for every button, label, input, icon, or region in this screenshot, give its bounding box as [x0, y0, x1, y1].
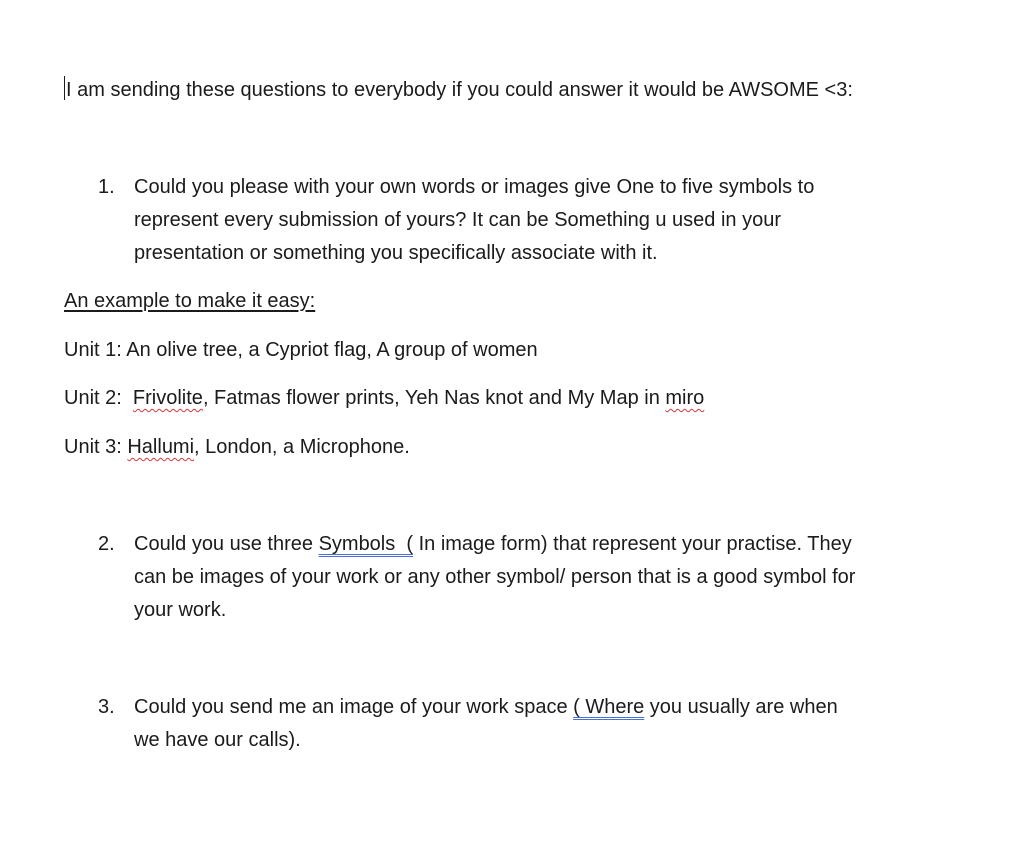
question-1-number: 1.: [98, 176, 115, 198]
unit-2-line: [64, 382, 704, 415]
question-3: [64, 691, 964, 757]
spelling-flag-miro[interactable]: miro: [665, 387, 705, 409]
question-3-line-1: [134, 691, 964, 724]
question-2-line-3: your work.: [134, 599, 227, 621]
question-3-line-2: we have our calls).: [134, 729, 301, 751]
question-3-number: 3.: [98, 696, 115, 718]
question-2-line-1-start: Could you use three: [134, 533, 319, 555]
unit-3-rest: , London, a Microphone.: [194, 436, 410, 458]
unit-3-line: [64, 431, 410, 464]
question-1-line-1: Could you please with your own words or images give One to five symbols to: [134, 176, 815, 198]
spelling-flag-frivolite[interactable]: Frivolite: [132, 387, 203, 409]
question-1-line-3: presentation or something you specifically associate with it.: [134, 242, 658, 264]
question-2: [64, 528, 964, 627]
unit-2-middle: , Fatmas flower prints, Yeh Nas knot and My Map in: [202, 387, 666, 409]
question-3-line-1-end: you usually are when: [644, 696, 838, 718]
grammar-flag-symbols[interactable]: Symbols (: [318, 533, 414, 555]
question-2-line-1: [134, 528, 964, 561]
intro-text: I am sending these questions to everybody if you could answer it would be AWSOME <3:: [66, 79, 853, 101]
unit-3-prefix: Unit 3:: [64, 436, 128, 458]
question-2-number: 2.: [98, 533, 115, 555]
question-2-line-1-end: In image form) that represent your practise. They: [413, 533, 852, 555]
grammar-flag-where[interactable]: ( Where: [573, 696, 645, 718]
unit-1-line: Unit 1: An olive tree, a Cypriot flag, A group of women: [64, 339, 538, 361]
text-cursor: [64, 76, 65, 100]
question-2-line-2: can be images of your work or any other symbol/ person that is a good symbol for: [134, 566, 856, 588]
question-3-line-1-start: Could you send me an image of your work space: [134, 696, 574, 718]
spelling-flag-hallumi[interactable]: Hallumi: [127, 436, 195, 458]
intro-paragraph: [64, 74, 853, 107]
question-1-line-2: represent every submission of yours? It can be Something u used in your: [134, 209, 782, 231]
example-heading: An example to make it easy:: [64, 290, 316, 312]
question-1: [64, 171, 964, 270]
unit-2-prefix: Unit 2:: [64, 387, 133, 409]
